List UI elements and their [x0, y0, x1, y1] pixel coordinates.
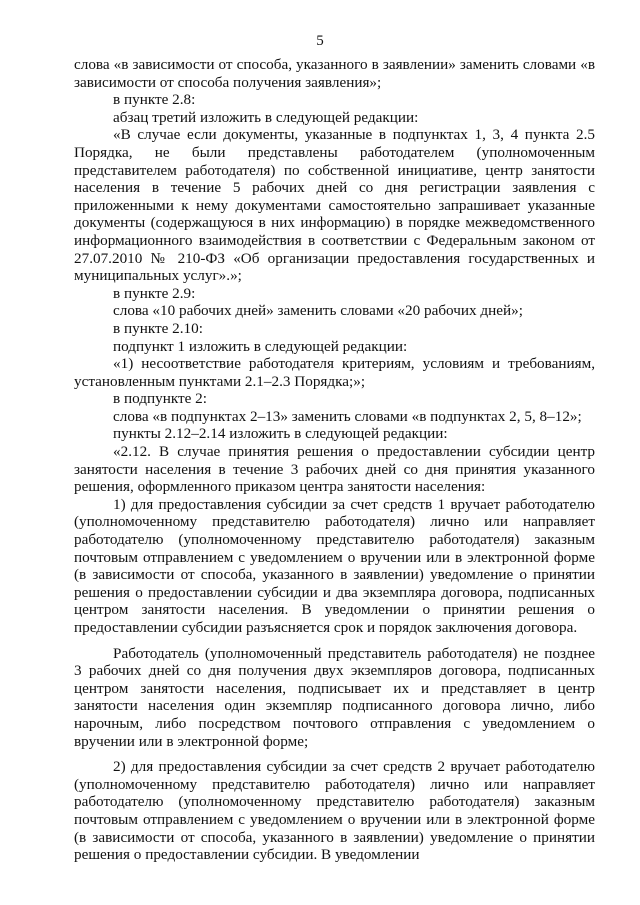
paragraph: слова «10 рабочих дней» заменить словами «20 рабочих дней»; — [113, 302, 523, 320]
paragraph: «2.12. В случае принятия решения о предоставлении субсидии центр занятости населения в течение 3 рабочих дней со дня принятия указанного решения, оформленного приказом центра занятости населения: — [74, 443, 595, 496]
paragraph: «В случае если документы, указанные в подпунктах 1, 3, 4 пункта 2.5 Порядка, не были представлены работодателем (уполномоченным представителем работодателя) по собственной инициативе, центр занятости населения в течение 5 рабочих дней со дня регистрации заявления с приложенными к нему документами самостоятельно запрашивает указанные документы (содержащуюся в них информацию) в порядке межведомственного информационного взаимодействия в соответствии с Федеральным законом от 27.07.2010 № 210-ФЗ «Об организации предоставления государственных и муниципальных услуг».»; — [74, 126, 595, 285]
paragraph: в пункте 2.10: — [113, 319, 203, 337]
paragraph: в пункте 2.9: — [113, 284, 196, 302]
paragraph: «1) несоответствие работодателя критериям, условиям и требованиям, установленным пунктами 2.1–2.3 Порядка;»; — [74, 355, 595, 390]
paragraph: 1) для предоставления субсидии за счет средств 1 вручает работодателю (уполномоченному представителю работодателя) лично или направляет работодателю (уполномоченному представителю работодателя) заказным почтовым отправлением с уведомлением о вручении или в электронной форме (в зависимости от способа, указанного в заявлении) уведомление о принятии решения о предоставлении субсидии и два экземпляра договора, подписанных центром занятости населения. В уведомлении о принятии решения о предоставлении субсидии разъясняется срок и порядок заключения договора. — [74, 495, 595, 636]
paragraph: слова «в подпунктах 2–13» заменить словами «в подпунктах 2, 5, 8–12»; — [113, 407, 582, 425]
paragraph: в пункте 2.8: — [113, 91, 196, 109]
page-number: 5 — [316, 33, 324, 49]
paragraph: абзац третий изложить в следующей редакции: — [113, 108, 419, 126]
paragraph: 2) для предоставления субсидии за счет средств 2 вручает работодателю (уполномоченному представителю работодателя) лично или направляет работодателю (уполномоченному представителю работодателя) заказным почтовым отправлением с уведомлением о вручении или в электронной форме (в зависимости от способа, указанного в заявлении) уведомление о принятии решения о предоставлении субсидии. В уведомлении — [74, 758, 595, 864]
paragraph: в подпункте 2: — [113, 390, 207, 408]
document-body — [74, 56, 595, 864]
paragraph: подпункт 1 изложить в следующей редакции: — [113, 337, 408, 355]
paragraph: Работодатель (уполномоченный представитель работодателя) не позднее 3 рабочих дней со дня получения двух экземпляров договора, подписанных центром занятости населения, подписывает их и представляет в центр занятости населения один экземпляр подписанного договора лично, либо нарочным, либо посредством почтового отправления с уведомлением о вручении или в электронной форме; — [74, 644, 595, 750]
paragraph: слова «в зависимости от способа, указанного в заявлении» заменить словами «в зависимости от способа получения заявления»; — [74, 56, 595, 91]
paragraph: пункты 2.12–2.14 изложить в следующей редакции: — [113, 425, 448, 443]
